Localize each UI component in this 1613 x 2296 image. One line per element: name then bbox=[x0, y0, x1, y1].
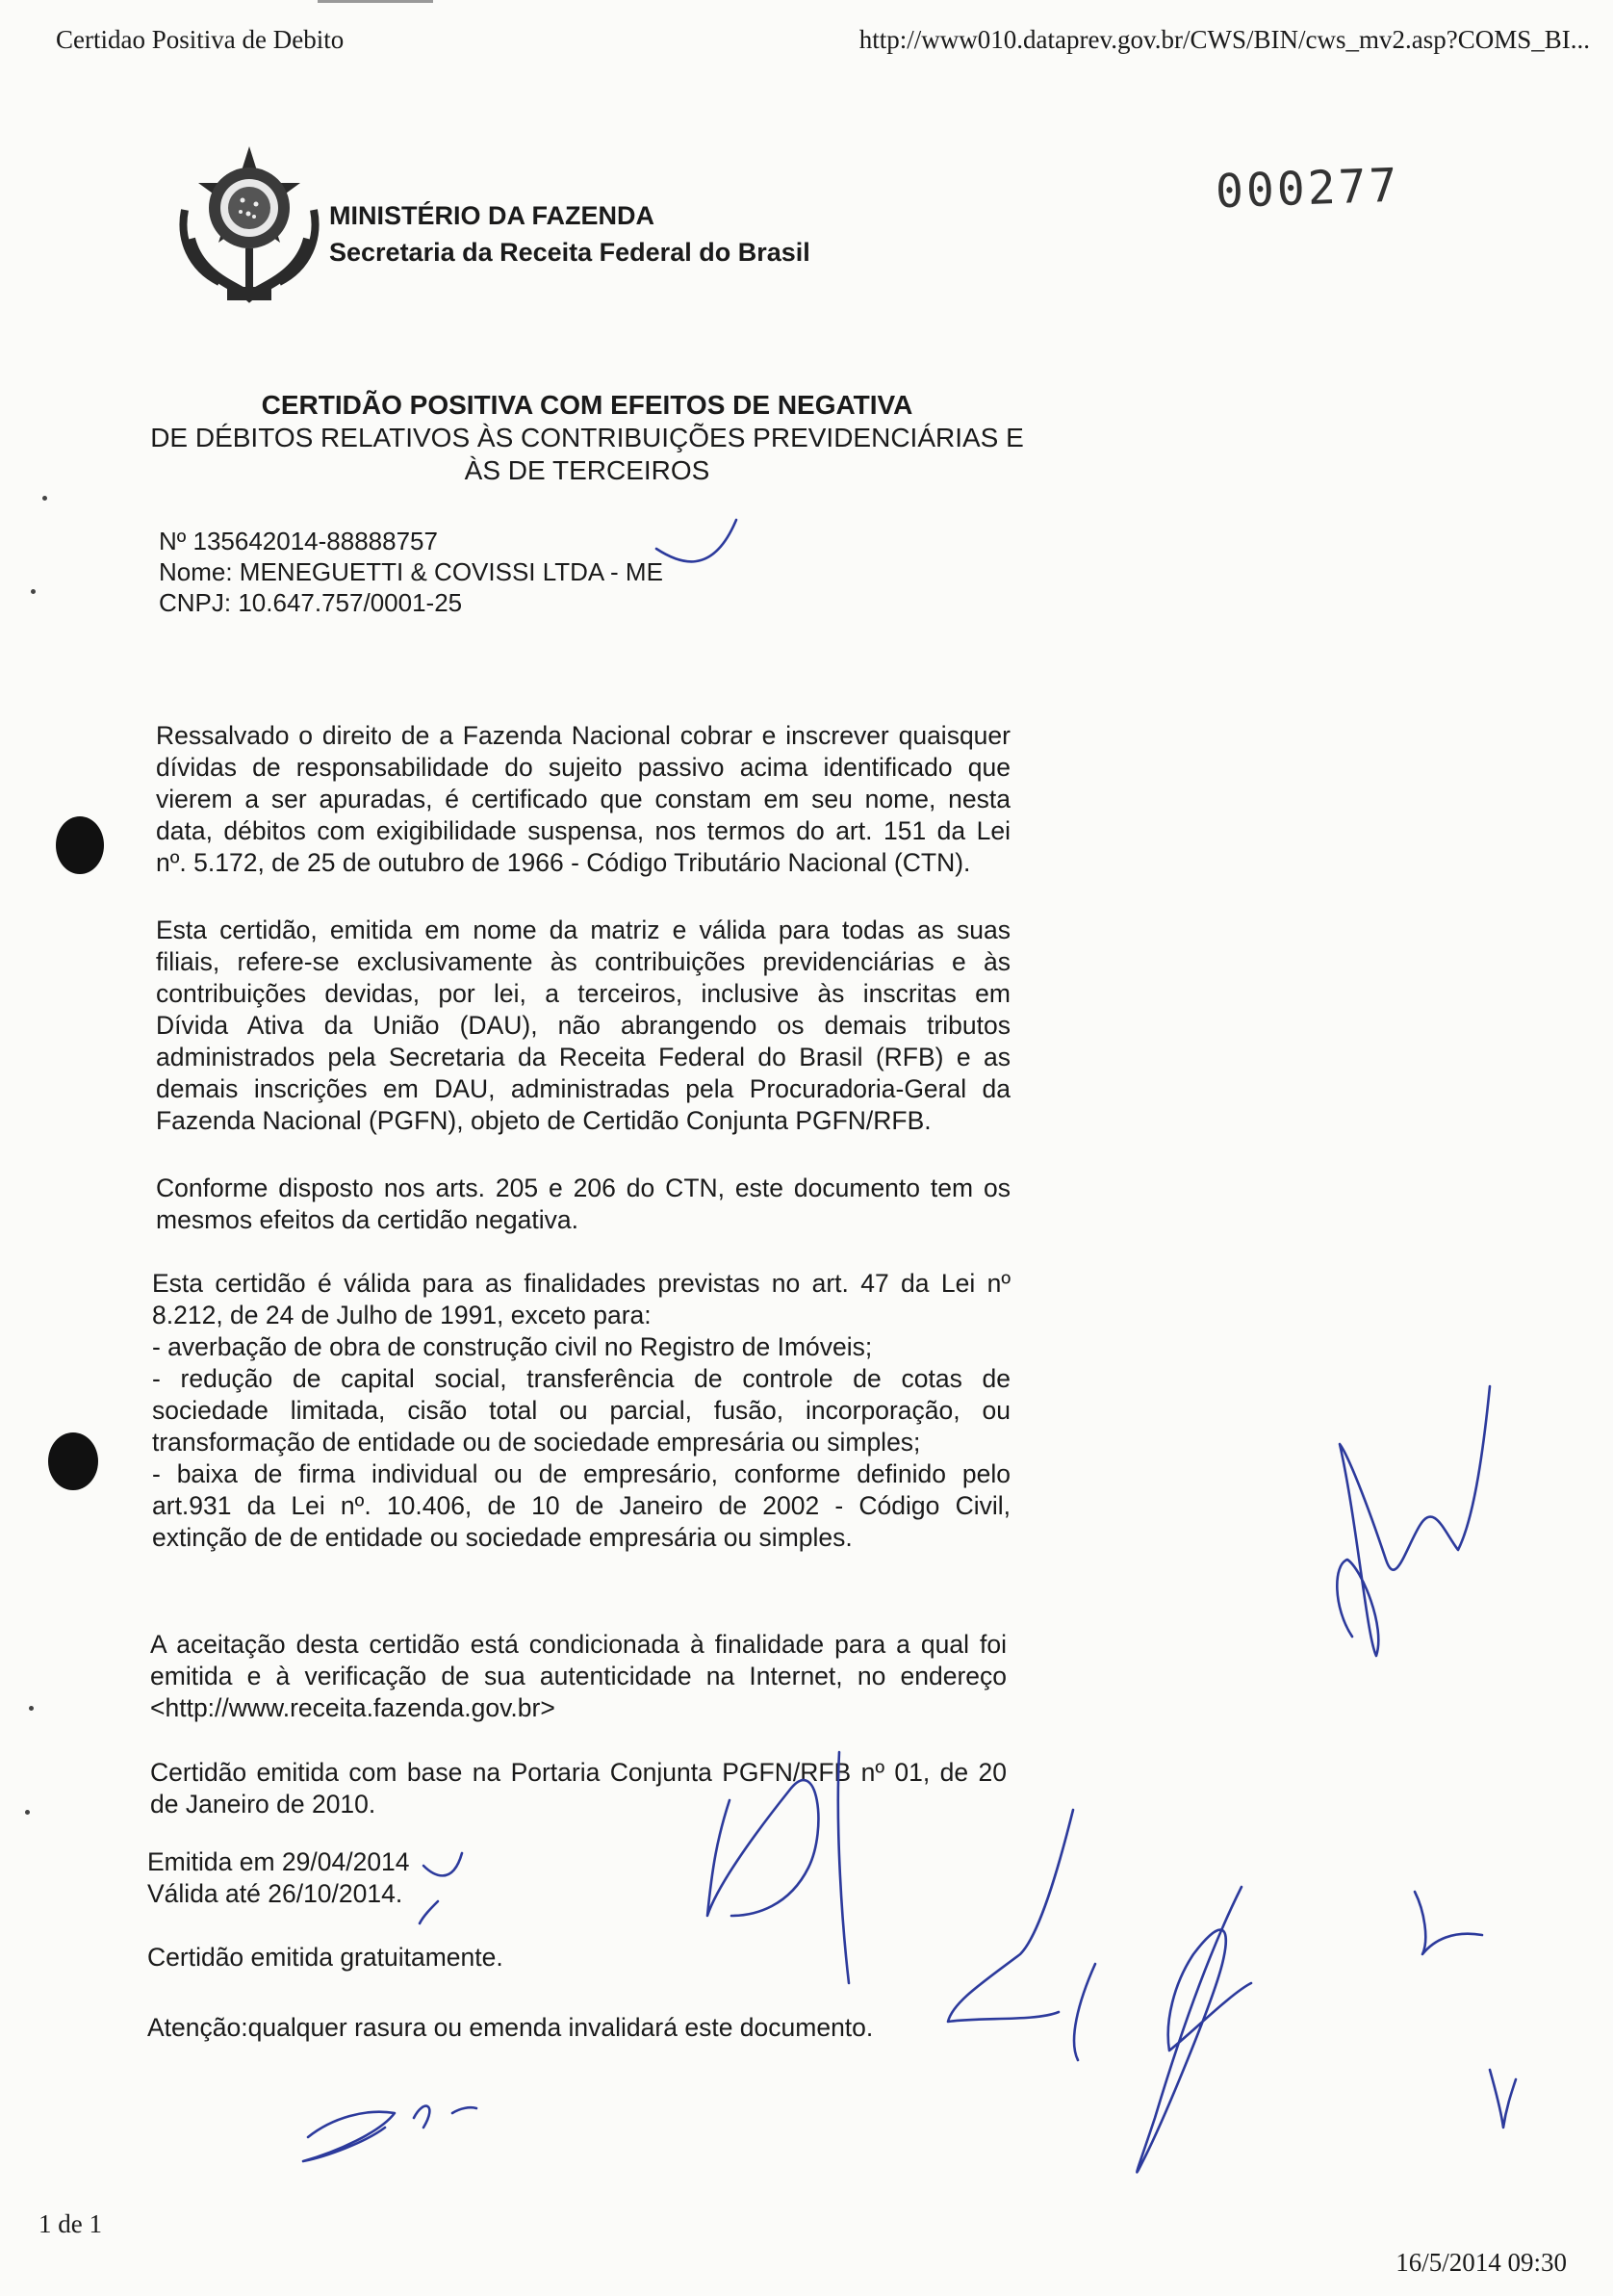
paragraph-scope bbox=[156, 915, 1011, 1137]
paragraph-validity bbox=[152, 1268, 1011, 1554]
text-line: - averbação de obra de construção civil no Registro de Imóveis; bbox=[152, 1332, 873, 1361]
text-line: art.931 da Lei nº. 10.406, de 10 de Janeiro de 2002 - Código Civil, bbox=[152, 1491, 1011, 1520]
scan-top-edge bbox=[318, 0, 433, 3]
scan-speck bbox=[31, 589, 36, 594]
valid-until-date: Válida até 26/10/2014. bbox=[147, 1879, 403, 1908]
signature-mark bbox=[1415, 1892, 1482, 1954]
scan-speck bbox=[25, 1810, 30, 1815]
punch-hole bbox=[48, 1432, 98, 1490]
text-line: Ressalvado o direito de a Fazenda Nacional cobrar e inscrever quaisquer bbox=[156, 721, 1011, 750]
text-line: administrados pela Secretaria da Receita Federal do Brasil (RFB) e as bbox=[156, 1043, 1011, 1071]
document-stamp-number: 000277 bbox=[1214, 158, 1400, 219]
taxpayer-identification bbox=[159, 526, 663, 618]
issued-date: Emitida em 29/04/2014 bbox=[147, 1847, 410, 1876]
text-line: Esta certidão, emitida em nome da matriz e válida para todas as suas bbox=[156, 916, 1011, 944]
title-line-3: ÀS DE TERCEIROS bbox=[464, 455, 710, 485]
scan-speck bbox=[42, 496, 47, 501]
text-line: extinção de de entidade ou sociedade empresária ou simples. bbox=[152, 1523, 853, 1552]
text-line: - baixa de firma individual ou de empresário, conforme definido pelo bbox=[152, 1459, 1011, 1488]
company-cnpj: CNPJ: 10.647.757/0001-25 bbox=[159, 588, 463, 617]
page-count: 1 de 1 bbox=[38, 2209, 102, 2238]
document-title bbox=[115, 389, 1059, 487]
signature-mark bbox=[1137, 1887, 1251, 2172]
text-line: dívidas de responsabilidade do sujeito passivo acima identificado que bbox=[156, 753, 1011, 782]
initials-mark bbox=[1490, 2070, 1516, 2128]
text-line: Esta certidão é válida para as finalidades previstas no art. 47 da Lei nº bbox=[152, 1269, 1011, 1298]
text-line: transformação de entidade ou de sociedade empresária ou simples; bbox=[152, 1428, 921, 1457]
ministry-name: MINISTÉRIO DA FAZENDA bbox=[329, 201, 655, 230]
text-line: Dívida Ativa da União (DAU), não abrangendo os demais tributos bbox=[156, 1011, 1011, 1040]
text-line: 8.212, de 24 de Julho de 1991, exceto para: bbox=[152, 1301, 652, 1329]
secretariat-name: Secretaria da Receita Federal do Brasil bbox=[329, 238, 810, 267]
text-line: contribuições devidas, por lei, a terceiros, inclusive às inscritas em bbox=[156, 979, 1011, 1008]
text-line: mesmos efeitos da certidão negativa. bbox=[156, 1205, 578, 1234]
tampering-warning: Atenção:qualquer rasura ou emenda invalidará este documento. bbox=[147, 2013, 874, 2042]
text-line: A aceitação desta certidão está condicionada à finalidade para a qual foi bbox=[150, 1630, 1007, 1659]
paragraph-reservation bbox=[156, 720, 1011, 879]
paragraph-acceptance bbox=[150, 1629, 1007, 1724]
certificate-number: Nº 135642014-88888757 bbox=[159, 527, 438, 555]
text-line: emitida e à verificação de sua autenticidade na Internet, no endereço bbox=[150, 1662, 1007, 1690]
text-line: - redução de capital social, transferência de controle de cotas de bbox=[152, 1364, 1011, 1393]
brazil-coat-of-arms-icon bbox=[171, 142, 327, 308]
text-line: filiais, refere-se exclusivamente às contribuições previdenciárias e às bbox=[156, 947, 1011, 976]
paragraph-legal-basis bbox=[150, 1757, 1007, 1820]
text-line: demais inscrições em DAU, administradas pela Procuradoria-Geral da bbox=[156, 1074, 1011, 1103]
letterhead-text bbox=[329, 197, 810, 271]
title-line-2: DE DÉBITOS RELATIVOS ÀS CONTRIBUIÇÕES PREVIDENCIÁRIAS E bbox=[150, 423, 1024, 452]
paragraph-effects bbox=[156, 1173, 1011, 1236]
text-line: vierem a ser apuradas, é certificado que constam em seu nome, nesta bbox=[156, 785, 1011, 813]
text-line: Conforme disposto nos arts. 205 e 206 do CTN, este documento tem os bbox=[156, 1174, 1011, 1202]
signature-mark bbox=[948, 1810, 1095, 2060]
punch-hole bbox=[56, 816, 104, 874]
text-line: nº. 5.172, de 25 de outubro de 1966 - Código Tributário Nacional (CTN). bbox=[156, 848, 971, 877]
signature-mark bbox=[1337, 1386, 1490, 1656]
free-of-charge-note: Certidão emitida gratuitamente. bbox=[147, 1943, 503, 1972]
text-line: data, débitos com exigibilidade suspensa, nos termos do art. 151 da Lei bbox=[156, 816, 1011, 845]
print-page-title: Certidao Positiva de Debito bbox=[56, 25, 345, 54]
scan-speck bbox=[29, 1706, 34, 1711]
text-line: Fazenda Nacional (PGFN), objeto de Certidão Conjunta PGFN/RFB. bbox=[156, 1106, 932, 1135]
pen-tick-mark bbox=[656, 520, 736, 561]
text-line: Certidão emitida com base na Portaria Conjunta PGFN/RFB nº 01, de 20 bbox=[150, 1758, 1007, 1787]
issue-dates bbox=[147, 1846, 410, 1910]
print-timestamp: 16/5/2014 09:30 bbox=[1395, 2248, 1567, 2277]
tick-mark bbox=[420, 1853, 462, 1923]
text-line: <http://www.receita.fazenda.gov.br> bbox=[150, 1693, 555, 1722]
print-url: http://www010.dataprev.gov.br/CWS/BIN/cws_mv2.asp?COMS_BI... bbox=[858, 25, 1590, 54]
text-line: sociedade limitada, cisão total ou parcial, fusão, incorporação, ou bbox=[152, 1396, 1011, 1425]
company-name: Nome: MENEGUETTI & COVISSI LTDA - ME bbox=[159, 557, 663, 586]
text-line: de Janeiro de 2010. bbox=[150, 1790, 376, 1819]
initials-mark bbox=[303, 2106, 476, 2161]
title-line-1: CERTIDÃO POSITIVA COM EFEITOS DE NEGATIVA bbox=[261, 390, 913, 420]
